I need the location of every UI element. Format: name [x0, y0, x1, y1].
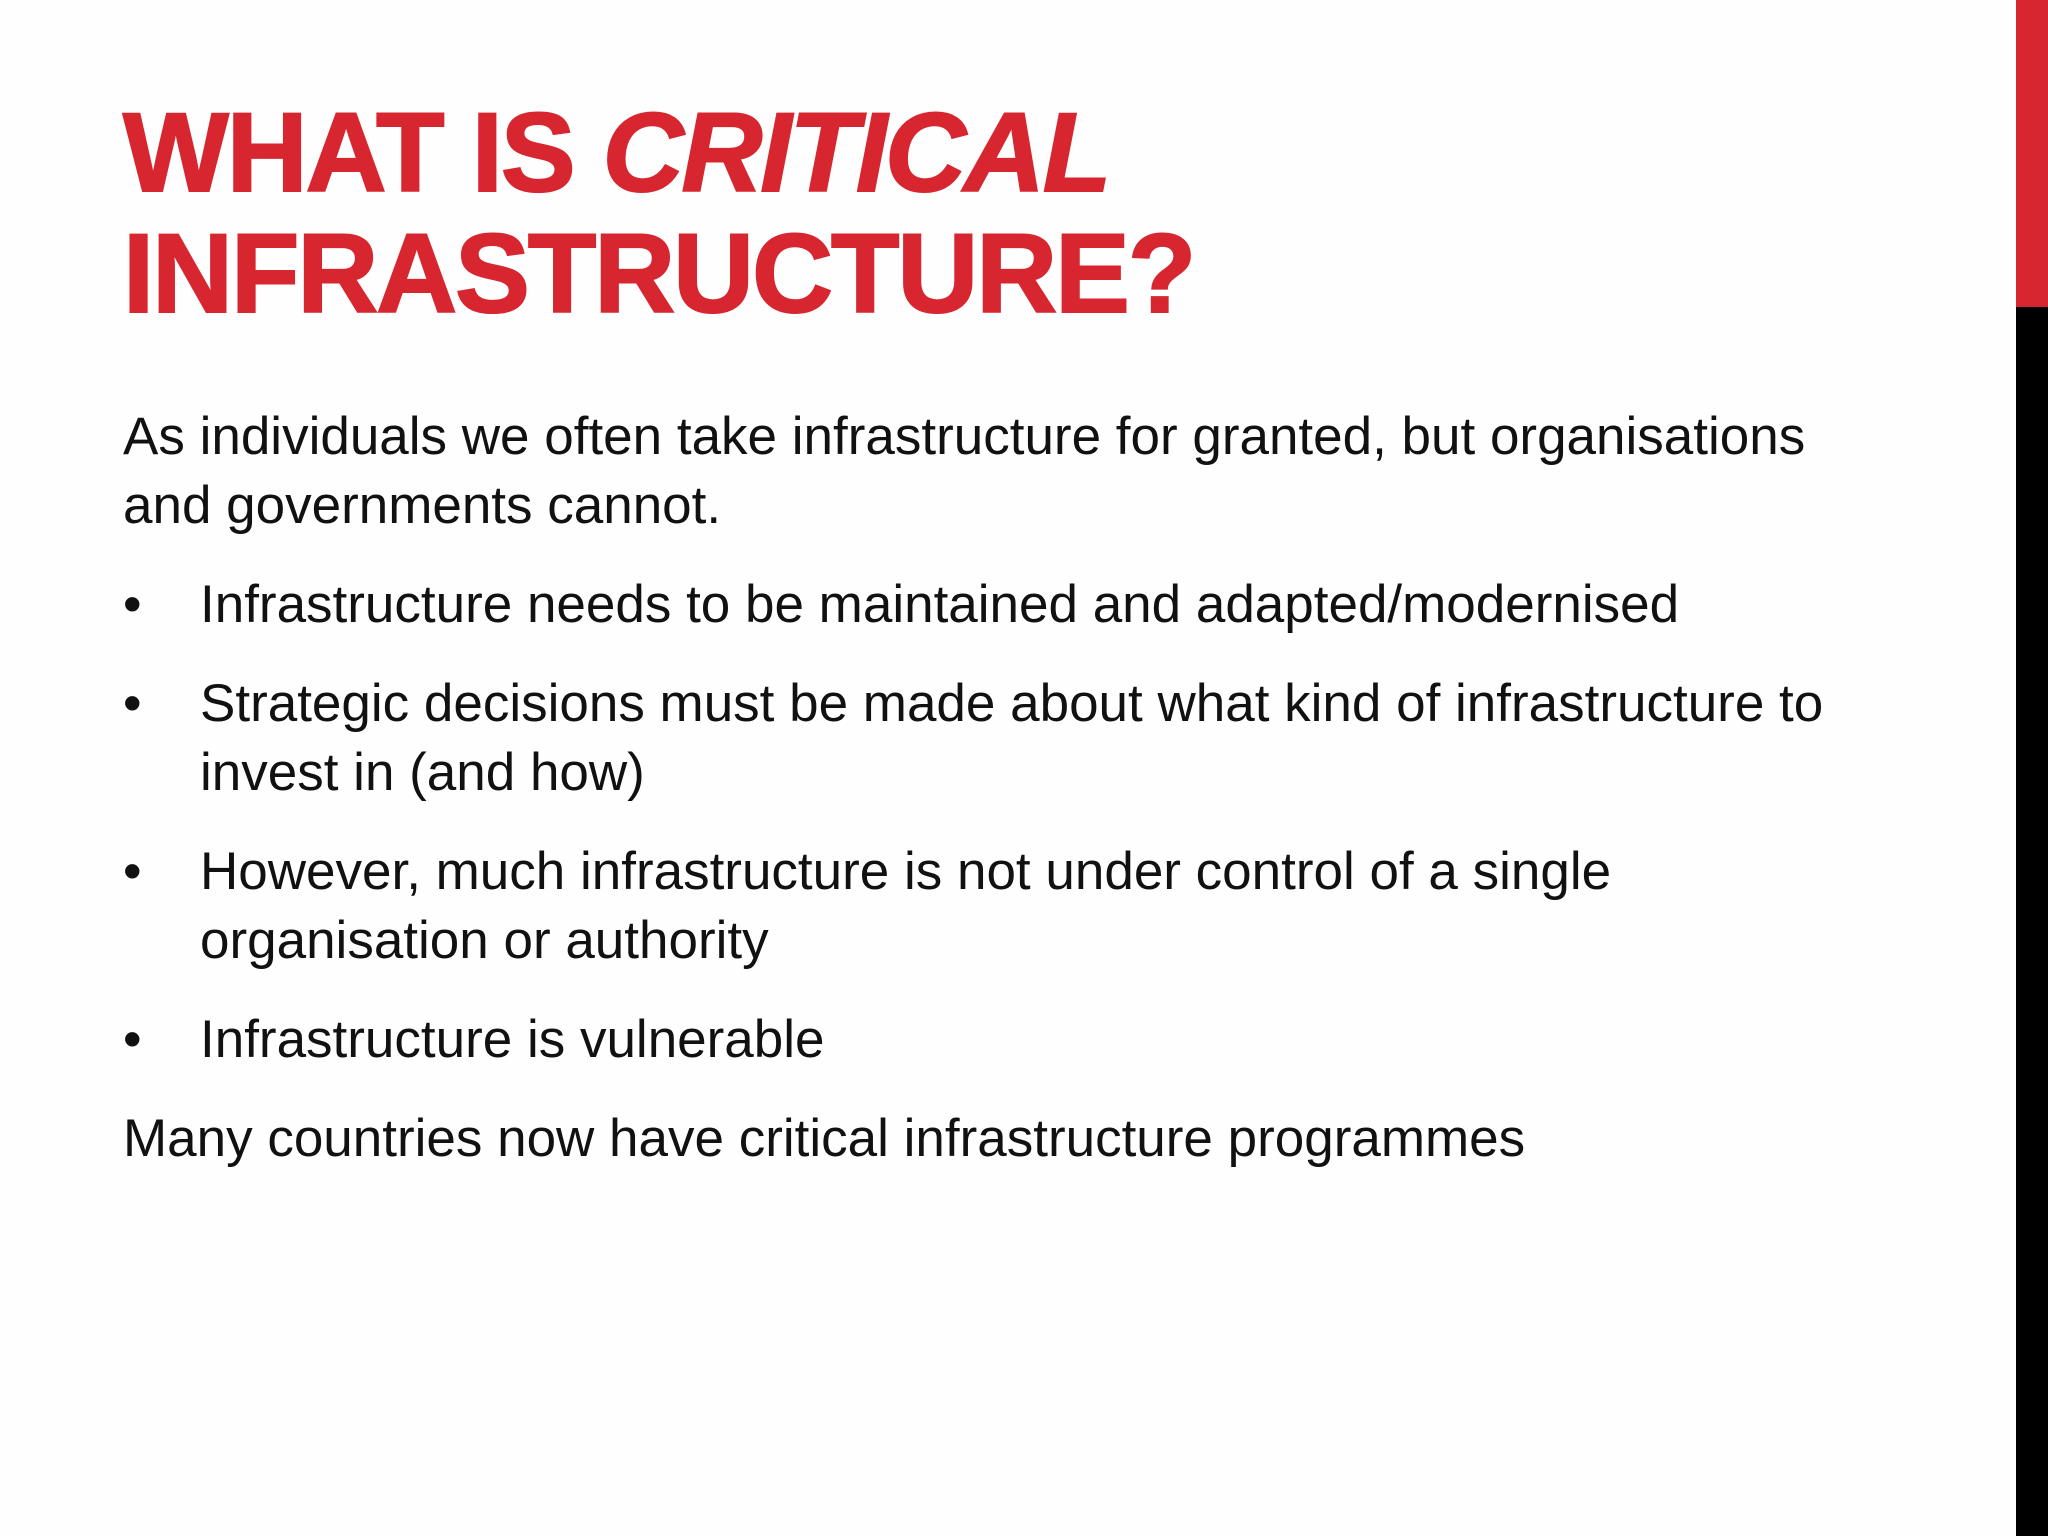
bullet-icon: •	[123, 842, 142, 901]
title-line1-italic: CRITICAL	[602, 90, 1110, 215]
bullet-item	[123, 837, 1863, 975]
bullet-text: Infrastructure is vulnerable	[200, 1010, 825, 1069]
slide-body	[123, 402, 1863, 1203]
bullet-icon: •	[123, 674, 142, 733]
bullet-item	[123, 1005, 1863, 1074]
slide-title	[123, 92, 1623, 334]
bullet-icon: •	[123, 575, 142, 634]
title-line2: INFRASTRUCTURE?	[123, 211, 1195, 336]
bullet-text: However, much infrastructure is not under control of a single organisation or authority	[200, 842, 1612, 970]
intro-paragraph: As individuals we often take infrastructure for granted, but organisations and governments cannot.	[123, 407, 1806, 535]
bullet-text: Infrastructure needs to be maintained and adapted/modernised	[200, 575, 1680, 634]
bullet-icon: •	[123, 1010, 142, 1069]
bullet-text: Strategic decisions must be made about what kind of infrastructure to invest in (and how)	[200, 674, 1824, 802]
bullet-item	[123, 669, 1863, 807]
bullet-item	[123, 570, 1863, 639]
bullet-list	[123, 570, 1863, 1074]
title-line1-plain: WHAT IS	[123, 90, 603, 215]
side-accent-bar-red	[2016, 0, 2048, 307]
closing-paragraph: Many countries now have critical infrastructure programmes	[123, 1109, 1526, 1168]
side-accent-bar-black	[2016, 307, 2048, 1536]
